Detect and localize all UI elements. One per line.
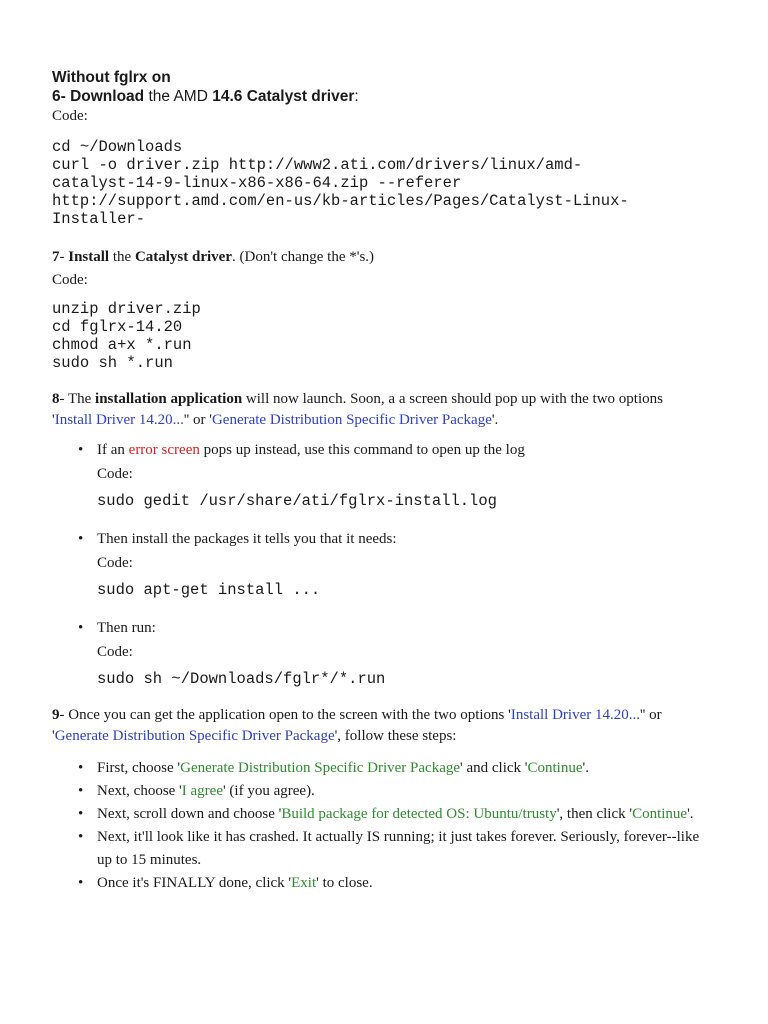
bullet-highlight: Generate Distribution Specific Driver Package <box>180 760 461 776</box>
step7-end: . (Don't change the *'s.) <box>232 249 375 265</box>
step7-code-block: unzip driver.zip cd fglrx-14.20 chmod a+x *.run sudo sh *.run <box>52 300 201 372</box>
list-item <box>52 780 702 803</box>
step9-option2: Generate Distribution Specific Driver Package <box>54 728 335 744</box>
step7-heading <box>52 247 702 268</box>
list-item <box>52 440 702 510</box>
step8-paragraph <box>52 389 702 431</box>
bullet-highlight: Exit <box>291 875 317 891</box>
step8-number: 8 <box>52 391 60 407</box>
bullet-text: ' and click ' <box>460 760 528 776</box>
step8-text3: '. <box>491 412 499 428</box>
bullet-text: Next, it'll look like it has crashed. It actually IS running; it just takes forever. Seriously, forever--like up to 15 minutes. <box>97 829 700 868</box>
step8-option2: Generate Distribution Specific Driver Package <box>211 412 492 428</box>
bullet-text: ', then click ' <box>556 806 633 822</box>
step8-bullet-list <box>52 440 702 688</box>
step8-text1: will now launch. Soon, a a screen should pop up with the two options ' <box>52 391 663 428</box>
bullet-highlight: Continue <box>632 806 688 822</box>
list-item <box>52 872 702 895</box>
step6-end: : <box>354 88 359 105</box>
document-page <box>52 68 702 895</box>
step9-text2: '' or ' <box>52 707 662 744</box>
step8-bold: installation application <box>95 391 243 407</box>
step9-number: 9 <box>52 707 60 723</box>
step6-mid: the AMD <box>144 88 213 105</box>
bullet-code-block: sudo sh ~/Downloads/fglr*/*.run <box>97 670 386 688</box>
bullet-text: Next, scroll down and choose ' <box>97 806 282 822</box>
step6-code-label: Code: <box>52 108 88 124</box>
step6-bold: Download <box>70 88 145 105</box>
bullet-text: Next, choose ' <box>97 783 182 799</box>
list-item <box>52 529 702 599</box>
bullet-text: ' (if you agree). <box>222 783 315 799</box>
error-screen-highlight: error screen <box>128 442 200 458</box>
step8-text2: '' or ' <box>183 412 212 428</box>
step9-bullet-list <box>52 757 702 895</box>
step7-code-label: Code: <box>52 272 88 288</box>
step7-bold2: Catalyst driver <box>134 249 232 265</box>
bullet-code-block: sudo apt-get install ... <box>97 581 321 599</box>
bullet-text-post: pops up instead, use this command to open up the log <box>199 442 525 458</box>
bullet-code-label: Code: <box>97 644 133 660</box>
bullet-highlight: I agree <box>181 783 223 799</box>
step7-mid: the <box>109 249 135 265</box>
list-item <box>52 618 702 688</box>
step6-bold2: 14.6 Catalyst driver <box>212 88 355 105</box>
bullet-text: Once it's FINALLY done, click ' <box>97 875 292 891</box>
bullet-text-pre: If an <box>97 442 129 458</box>
bullet-text-pre: Then run: <box>97 620 156 636</box>
step9-paragraph <box>52 705 702 747</box>
step9-option1: Install Driver 14.20... <box>510 707 640 723</box>
bullet-code-label: Code: <box>97 555 133 571</box>
step8-dash: - The <box>59 391 96 407</box>
bullet-code-label: Code: <box>97 466 133 482</box>
step6-number: 6- <box>52 88 71 105</box>
bullet-text: '. <box>582 760 589 776</box>
bullet-text-pre: Then install the packages it tells you that it needs: <box>97 531 397 547</box>
step6-heading <box>52 87 702 106</box>
list-item <box>52 757 702 780</box>
step8-option1: Install Driver 14.20... <box>54 412 184 428</box>
step6-code-block: cd ~/Downloads curl -o driver.zip http://www2.ati.com/drivers/linux/amd- catalyst-14-9-linux-x86-x86-64.zip --referer http://support.amd.com/en-us/kb-articles/Pages/Catalyst-Linux- Installer- <box>52 138 629 228</box>
list-item <box>52 803 702 826</box>
step9-text3: ', follow these steps: <box>334 728 457 744</box>
bullet-text: First, choose ' <box>97 760 181 776</box>
step7-dash: - <box>59 249 69 265</box>
bullet-highlight: Build package for detected OS: Ubuntu/trusty <box>281 806 557 822</box>
bullet-highlight: Continue <box>527 760 583 776</box>
list-item <box>52 826 702 872</box>
bullet-code-block: sudo gedit /usr/share/ati/fglrx-install.log <box>97 492 497 510</box>
step9-dash: - Once you can get the application open to the screen with the two options ' <box>59 707 511 723</box>
bullet-text: '. <box>687 806 694 822</box>
bullet-text: ' to close. <box>316 875 373 891</box>
step7-number: 7 <box>52 249 60 265</box>
step7-bold: Install <box>68 249 110 265</box>
document-title: Without fglrx on <box>52 69 171 86</box>
